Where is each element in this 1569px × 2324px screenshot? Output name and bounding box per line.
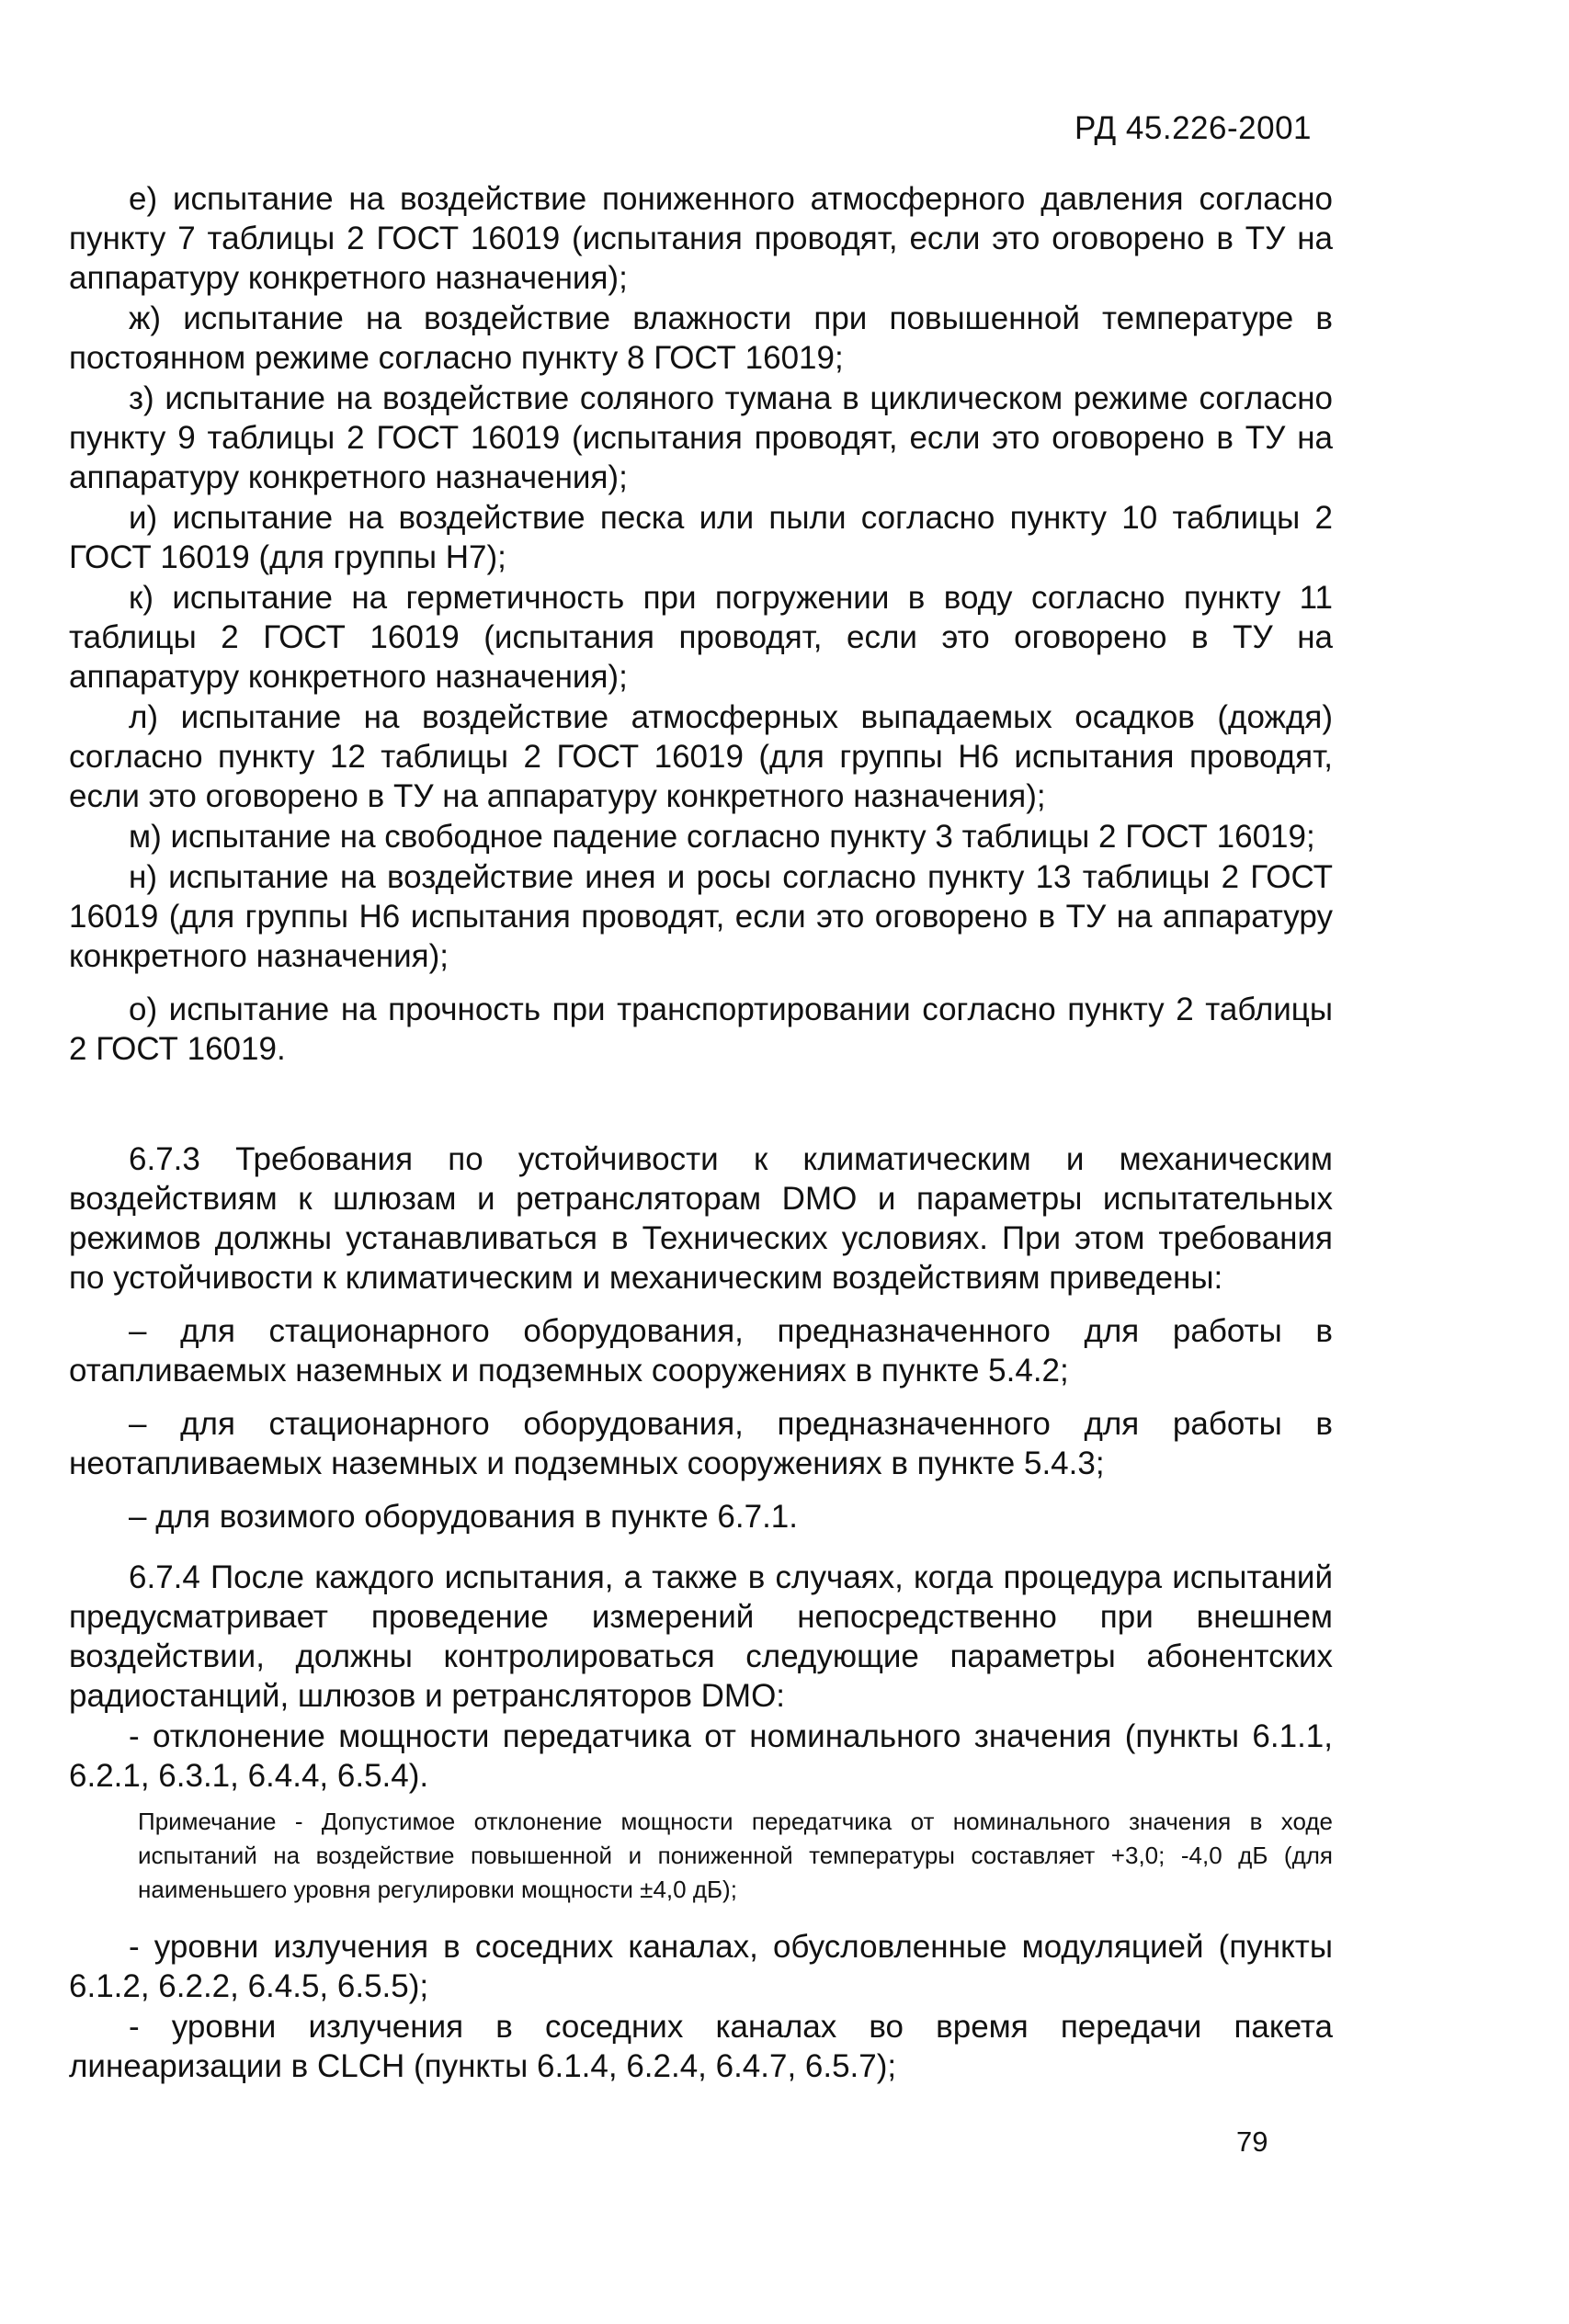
modulation-emission-item: - уровни излучения в соседних каналах, обусловленные модуляцией (пункты 6.1.2, 6.2.2, 6.4.5, 6.5.5); <box>69 1929 1333 2004</box>
list-item: е) испытание на воздействие пониженного атмосферного давления согласно пункту 7 таблицы 2 ГОСТ 16019 (испытания проводят, если это оговорено в ТУ на аппаратуру конкретного назначения); <box>69 181 1333 296</box>
section-6-7-3 <box>69 1139 1333 1536</box>
list-item: ж) испытание на воздействие влажности при повышенной температуре в постоянном режиме согласно пункту 8 ГОСТ 16019; <box>69 300 1333 376</box>
power-deviation-item: - отклонение мощности передатчика от номинального значения (пункты 6.1.1, 6.2.1, 6.3.1, 6.4.4, 6.5.4). <box>69 1718 1333 1794</box>
list-item: к) испытание на герметичность при погружении в воду согласно пункту 11 таблицы 2 ГОСТ 16019 (испытания проводят, если это оговорено в ТУ на аппаратуру конкретного назначения); <box>69 580 1333 695</box>
test-list <box>69 179 1333 1069</box>
document-code: РД 45.226-2001 <box>1074 110 1312 146</box>
section-6-7-3-intro: 6.7.3 Требования по устойчивости к климатическим и механическим воздействиям к шлюзам и ретрансляторам DMO и параметры испытательных режимов должны устанавливаться в Технических условиях. При этом требования по устойчивости к климатическим и механическим воздействиям приведены: <box>69 1141 1333 1296</box>
page-number: 79 <box>1236 2126 1268 2158</box>
page-body <box>69 179 1333 2087</box>
list-item: н) испытание на воздействие инея и росы согласно пункту 13 таблицы 2 ГОСТ 16019 (для группы Н6 испытания проводят, если это оговорено в ТУ на аппаратуру конкретного назначения); <box>69 859 1333 974</box>
list-item: м) испытание на свободное падение согласно пункту 3 таблицы 2 ГОСТ 16019; <box>129 819 1315 855</box>
linearization-emission-item: - уровни излучения в соседних каналах во время передачи пакета линеаризации в CLCH (пункты 6.1.4, 6.2.4, 6.4.7, 6.5.7); <box>69 2009 1333 2084</box>
list-item: л) испытание на воздействие атмосферных выпадаемых осадков (дождя) согласно пункту 12 таблицы 2 ГОСТ 16019 (для группы Н6 испытания проводят, если это оговорено в ТУ на аппаратуру конкретного назначения); <box>69 699 1333 814</box>
list-item: о) испытание на прочность при транспортировании согласно пункту 2 таблицы 2 ГОСТ 16019. <box>69 992 1333 1067</box>
list-item: з) испытание на воздействие соляного тумана в циклическом режиме согласно пункту 9 таблицы 2 ГОСТ 16019 (испытания проводят, если это оговорено в ТУ на аппаратуру конкретного назначения); <box>69 380 1333 495</box>
section-6-7-3-item: – для стационарного оборудования, предназначенного для работы в неотапливаемых наземных и подземных сооружениях в пункте 5.4.3; <box>69 1406 1333 1481</box>
section-6-7-3-item: – для возимого оборудования в пункте 6.7.1. <box>129 1499 798 1535</box>
list-item: и) испытание на воздействие песка или пыли согласно пункту 10 таблицы 2 ГОСТ 16019 (для группы Н7); <box>69 500 1333 575</box>
note: Примечание - Допустимое отклонение мощности передатчика от номинального значения в ходе испытаний на воздействие повышенной и пониженной температуры составляет +3,0; -4,0 дБ (для наименьшего уровня регулировки мощности ±4,0 дБ); <box>138 1808 1333 1903</box>
section-6-7-3-item: – для стационарного оборудования, предназначенного для работы в отапливаемых наземных и подземных сооружениях в пункте 5.4.2; <box>69 1313 1333 1389</box>
section-6-7-4-intro: 6.7.4 После каждого испытания, а также в случаях, когда процедура испытаний предусматривает проведение измерений непосредственно при внешнем воздействии, должны контролироваться следующие параметры абонентских радиостанций, шлюзов и ретрансляторов DMO: <box>69 1559 1333 1714</box>
section-6-7-4 <box>69 1558 1333 2086</box>
